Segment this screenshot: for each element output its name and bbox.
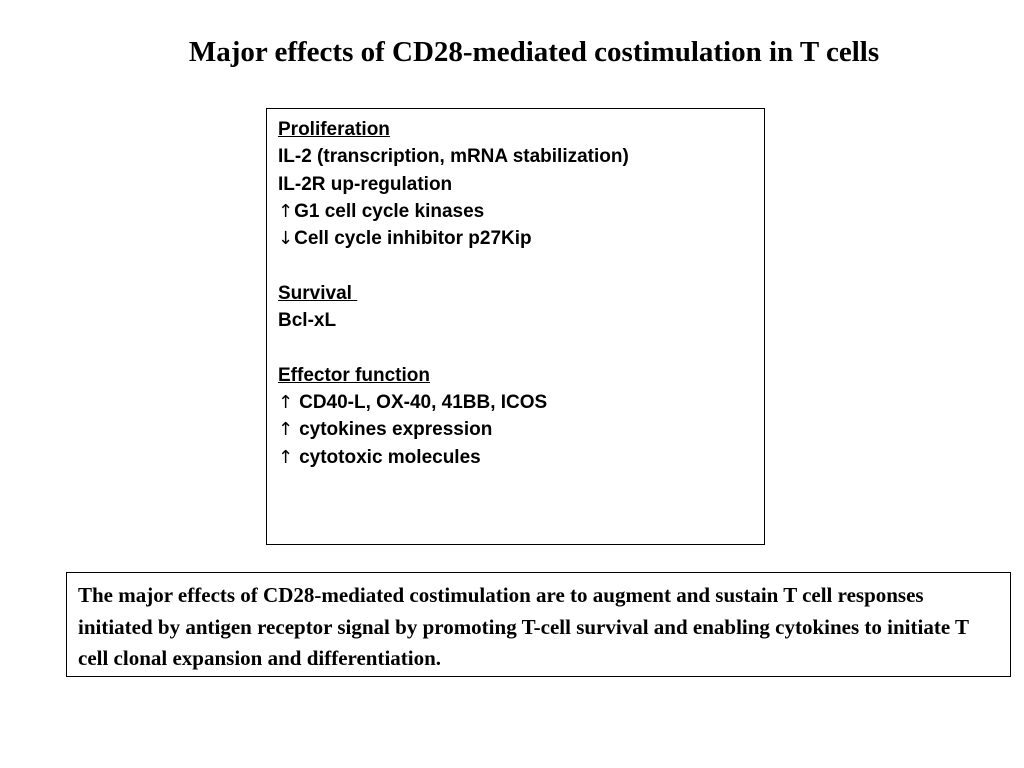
effect-item-text: Cell cycle inhibitor p27Kip [294,228,532,250]
up-arrow-icon: ↑ [278,446,294,468]
section-heading-line [278,116,754,143]
effect-item [278,225,754,252]
summary-box [66,572,1011,677]
down-arrow-icon: ↓ [278,228,294,250]
effect-item [278,416,754,443]
effect-item-text: G1 cell cycle kinases [294,200,485,222]
summary-text: The major effects of CD28-mediated costimulation are to augment and sustain T cell responses initiated by antigen receptor signal by promoting T-cell survival and enabling cytokines to initiate T cell clonal expansion and differentiation. [78,583,969,670]
effects-box [266,108,765,545]
up-arrow-icon: ↑ [278,391,294,413]
effect-item [278,444,754,471]
effector-function-heading: Effector function [278,364,430,386]
effect-item: IL-2 (transcription, mRNA stabilization) [278,146,629,168]
slide-title: Major effects of CD28-mediated costimulation in T cells [188,36,880,68]
up-arrow-icon: ↑ [278,419,294,441]
section-heading-line [278,362,754,389]
effect-item [278,389,754,416]
effect-item-text: cytotoxic molecules [299,446,481,468]
section-heading-line [278,280,754,307]
effect-item: Bcl-xL [278,310,337,332]
effect-item-text: CD40-L, OX-40, 41BB, ICOS [299,391,548,413]
effect-item-text: cytokines expression [299,419,493,441]
blank-line [278,252,754,279]
up-arrow-icon: ↑ [278,200,294,222]
proliferation-heading: Proliferation [278,119,390,140]
effect-item: IL-2R up-regulation [278,173,453,195]
blank-line [278,334,754,361]
effect-item [278,198,754,225]
survival-heading: Survival [278,282,358,304]
